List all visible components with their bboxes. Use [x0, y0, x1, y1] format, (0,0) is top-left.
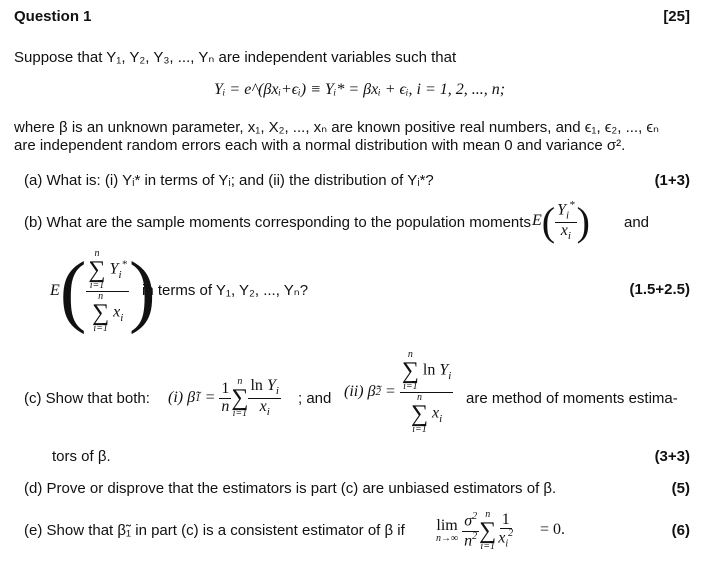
part-b-marks: (1.5+2.5) — [629, 281, 690, 298]
part-c-text: Show that both: — [45, 390, 150, 407]
part-c-marks: (3+3) — [654, 448, 690, 465]
part-a-marks: (1+3) — [654, 172, 690, 189]
part-c-label: (c) — [24, 390, 42, 407]
part-b-and: and — [624, 214, 650, 231]
part-b-text-post: in terms of Y₁, Y₂, ..., Yₙ? — [142, 282, 309, 299]
ratio-fraction: $\frac{Y_i^*}{x_i}$ — [557, 198, 575, 242]
part-e — [24, 522, 405, 539]
question-marks: [25] — [663, 8, 690, 25]
part-d-text: Prove or disprove that the estimators is part (c) are unbiased estimators of β. — [46, 480, 557, 497]
part-c-text-post: are method of moments estima- — [466, 390, 678, 407]
assumptions-line-2: are independent random errors each with a normal distribution with mean 0 and variance σ². — [14, 137, 626, 154]
estimator-2: (ii) β̃ 2 = n ∑ i=1 $\ln Y_i$ n ∑ i=1 $x_i$ — [344, 348, 452, 435]
question-title: Question 1 — [14, 8, 92, 25]
limit-condition: lim n→∞ $\frac{\sigma^2}{n^2}$ n ∑ i=1 $\frac{1}{x_i^2}$ — [436, 509, 514, 552]
part-b-text: What are the sample moments corresponding to the population moments — [46, 214, 531, 231]
part-c — [24, 390, 150, 407]
estimator-1: (i) β̃ 1 = $\frac{1}{n}$ n ∑ i=1 $\frac{\ln Y_i}{x_i}$ — [168, 376, 279, 419]
part-d-label: (d) — [24, 480, 43, 497]
assumptions-line-1: where β is an unknown parameter, x₁, X₂, ..., xₙ are known positive real numbers, and ϵ₁, ϵ₂, ..., ϵₙ — [14, 119, 660, 136]
part-b-label: (b) — [24, 214, 43, 231]
part-b — [24, 214, 531, 231]
population-moment-1: E ( $\frac{Y_i^*}{x_i}$ ) — [532, 198, 590, 244]
part-e-text: Show that β̃₁ in part (c) is a consistent estimator of β if — [46, 522, 405, 539]
part-e-label: (e) — [24, 522, 43, 539]
part-a — [24, 172, 434, 189]
part-a-label: (a) — [24, 172, 43, 189]
part-c-continuation: tors of β. — [52, 448, 111, 465]
part-e-text-post: = 0. — [540, 521, 566, 538]
part-d-marks: (5) — [671, 480, 690, 497]
part-c-and: ; and — [298, 390, 332, 407]
intro-text: Suppose that Y₁, Y₂, Y₃, ..., Yₙ are independent variables such that — [14, 49, 457, 66]
population-moment-2: E ( n ∑ i=1 $Y_i^*$ n ∑ i=1 $x_i$ ) — [50, 246, 156, 335]
part-a-text: What is: (i) Yᵢ* in terms of Yᵢ; and (ii) the distribution of Yᵢ*? — [46, 172, 434, 189]
model-equation: Yᵢ = e^(βxᵢ+ϵᵢ) ≡ Yᵢ* = βxᵢ + ϵᵢ, i = 1, 2, ..., n; — [214, 81, 506, 98]
part-d — [24, 480, 556, 497]
part-e-marks: (6) — [671, 522, 690, 539]
